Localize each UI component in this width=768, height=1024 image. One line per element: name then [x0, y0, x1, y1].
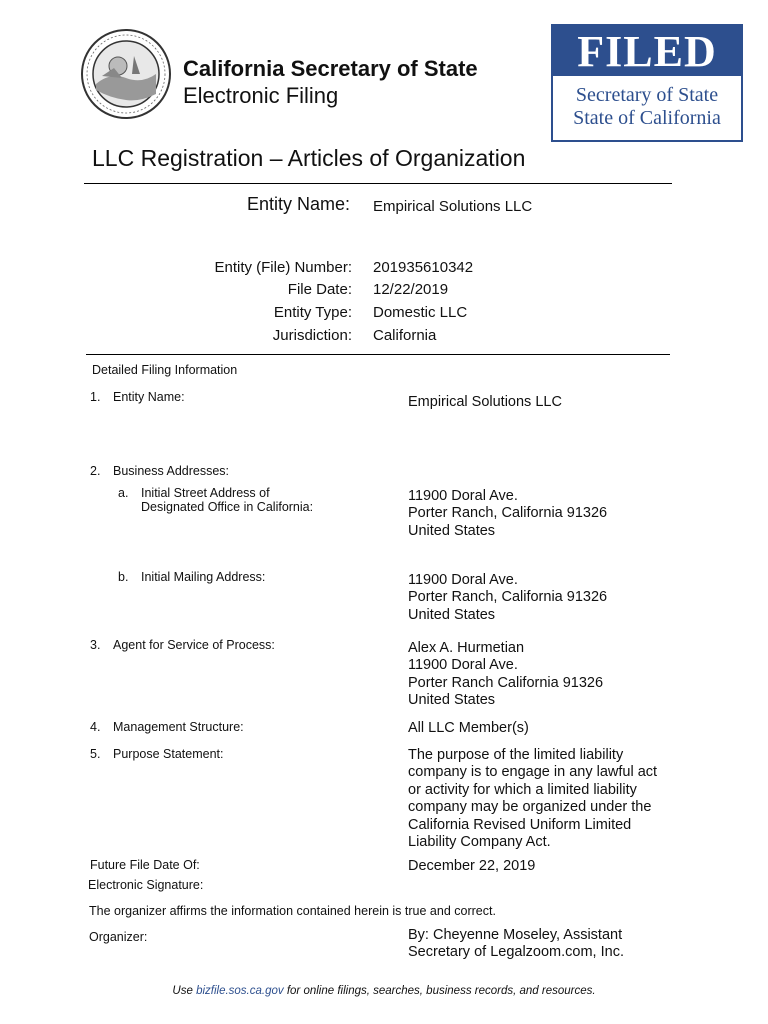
item-5-number: 5.: [90, 747, 101, 761]
item-2a-label-line-2: Designated Office in California:: [141, 500, 314, 514]
item-2a-label-line-1: Initial Street Address of: [141, 486, 270, 500]
purpose-line: Liability Company Act.: [408, 834, 551, 851]
address-line: 11900 Doral Ave.: [408, 488, 518, 504]
item-5-purpose: [408, 747, 657, 851]
item-3-agent: [408, 640, 603, 710]
item-2-number: 2.: [90, 464, 101, 478]
file-number-label: Entity (File) Number:: [214, 259, 352, 276]
jurisdiction-value: California: [373, 327, 437, 344]
electronic-signature-label: Electronic Signature:: [88, 878, 204, 892]
item-2a-address: [408, 488, 607, 540]
jurisdiction-label: Jurisdiction:: [272, 327, 352, 344]
item-4-value: All LLC Member(s): [408, 720, 529, 736]
organizer-value: [408, 927, 624, 962]
bizfile-link[interactable]: bizfile.sos.ca.gov: [196, 985, 284, 997]
address-line: Porter Ranch, California 91326: [408, 505, 608, 522]
file-number-value: 201935610342: [373, 259, 474, 276]
file-date-label: File Date:: [287, 281, 352, 298]
agent-line: Alex A. Hurmetian: [408, 640, 525, 656]
state-seal-icon: [80, 28, 172, 120]
item-5-label: Purpose Statement:: [113, 747, 224, 761]
item-2b-letter: b.: [118, 570, 129, 584]
item-2b-address: [408, 572, 607, 624]
purpose-line: The purpose of the limited liability: [408, 747, 624, 763]
footer-suffix: for online filings, searches, business records, and resources.: [283, 985, 596, 997]
item-2b-label: Initial Mailing Address:: [141, 570, 266, 584]
filed-stamp: [551, 24, 743, 142]
agent-line: Porter Ranch California 91326: [408, 674, 604, 691]
purpose-line: California Revised Uniform Limited: [408, 816, 632, 833]
affirmation-text: The organizer affirms the information contained herein is true and correct.: [89, 904, 496, 918]
organizer-label: Organizer:: [89, 930, 148, 944]
organizer-line: Secretary of Legalzoom.com, Inc.: [408, 944, 624, 961]
item-3-number: 3.: [90, 638, 101, 652]
address-line: Porter Ranch, California 91326: [408, 589, 608, 606]
item-2a-letter: a.: [118, 486, 129, 500]
item-1-number: 1.: [90, 390, 101, 404]
future-file-date-label: Future File Date Of:: [90, 858, 200, 872]
purpose-line: company is to engage in any lawful act: [408, 764, 658, 781]
stamp-heading: FILED: [553, 26, 741, 76]
footer-prefix: Use: [172, 985, 197, 997]
stamp-line-2: State of California: [573, 107, 721, 129]
item-4-label: Management Structure:: [113, 720, 244, 734]
entity-name-label: Entity Name:: [246, 194, 350, 214]
divider-top: [84, 183, 672, 184]
entity-type-label: Entity Type:: [273, 304, 352, 321]
address-line: 11900 Doral Ave.: [408, 572, 518, 588]
agency-title: California Secretary of State: [183, 56, 478, 81]
item-1-value: Empirical Solutions LLC: [408, 394, 562, 410]
agent-line: 11900 Doral Ave.: [408, 657, 518, 674]
entity-name-value: Empirical Solutions LLC: [373, 198, 533, 215]
item-1-label: Entity Name:: [113, 390, 185, 404]
agency-subtitle: Electronic Filing: [183, 83, 339, 108]
agent-line: United States: [408, 692, 496, 709]
address-line: United States: [408, 606, 496, 623]
document-title: LLC Registration – Articles of Organization: [92, 145, 526, 171]
future-file-date-value: December 22, 2019: [408, 858, 536, 874]
item-2-label: Business Addresses:: [113, 464, 230, 478]
purpose-line: or activity for which a limited liability: [408, 781, 637, 798]
details-heading: Detailed Filing Information: [92, 363, 238, 377]
purpose-line: company may be organized under the: [408, 799, 652, 816]
entity-type-value: Domestic LLC: [373, 304, 468, 321]
address-line: United States: [408, 522, 496, 539]
item-3-label: Agent for Service of Process:: [113, 638, 275, 652]
stamp-line-1: Secretary of State: [575, 84, 719, 106]
file-date-value: 12/22/2019: [373, 281, 449, 298]
footer-note: [0, 985, 768, 997]
item-4-number: 4.: [90, 720, 101, 734]
divider-middle: [86, 354, 670, 355]
organizer-line: By: Cheyenne Moseley, Assistant: [408, 927, 623, 943]
